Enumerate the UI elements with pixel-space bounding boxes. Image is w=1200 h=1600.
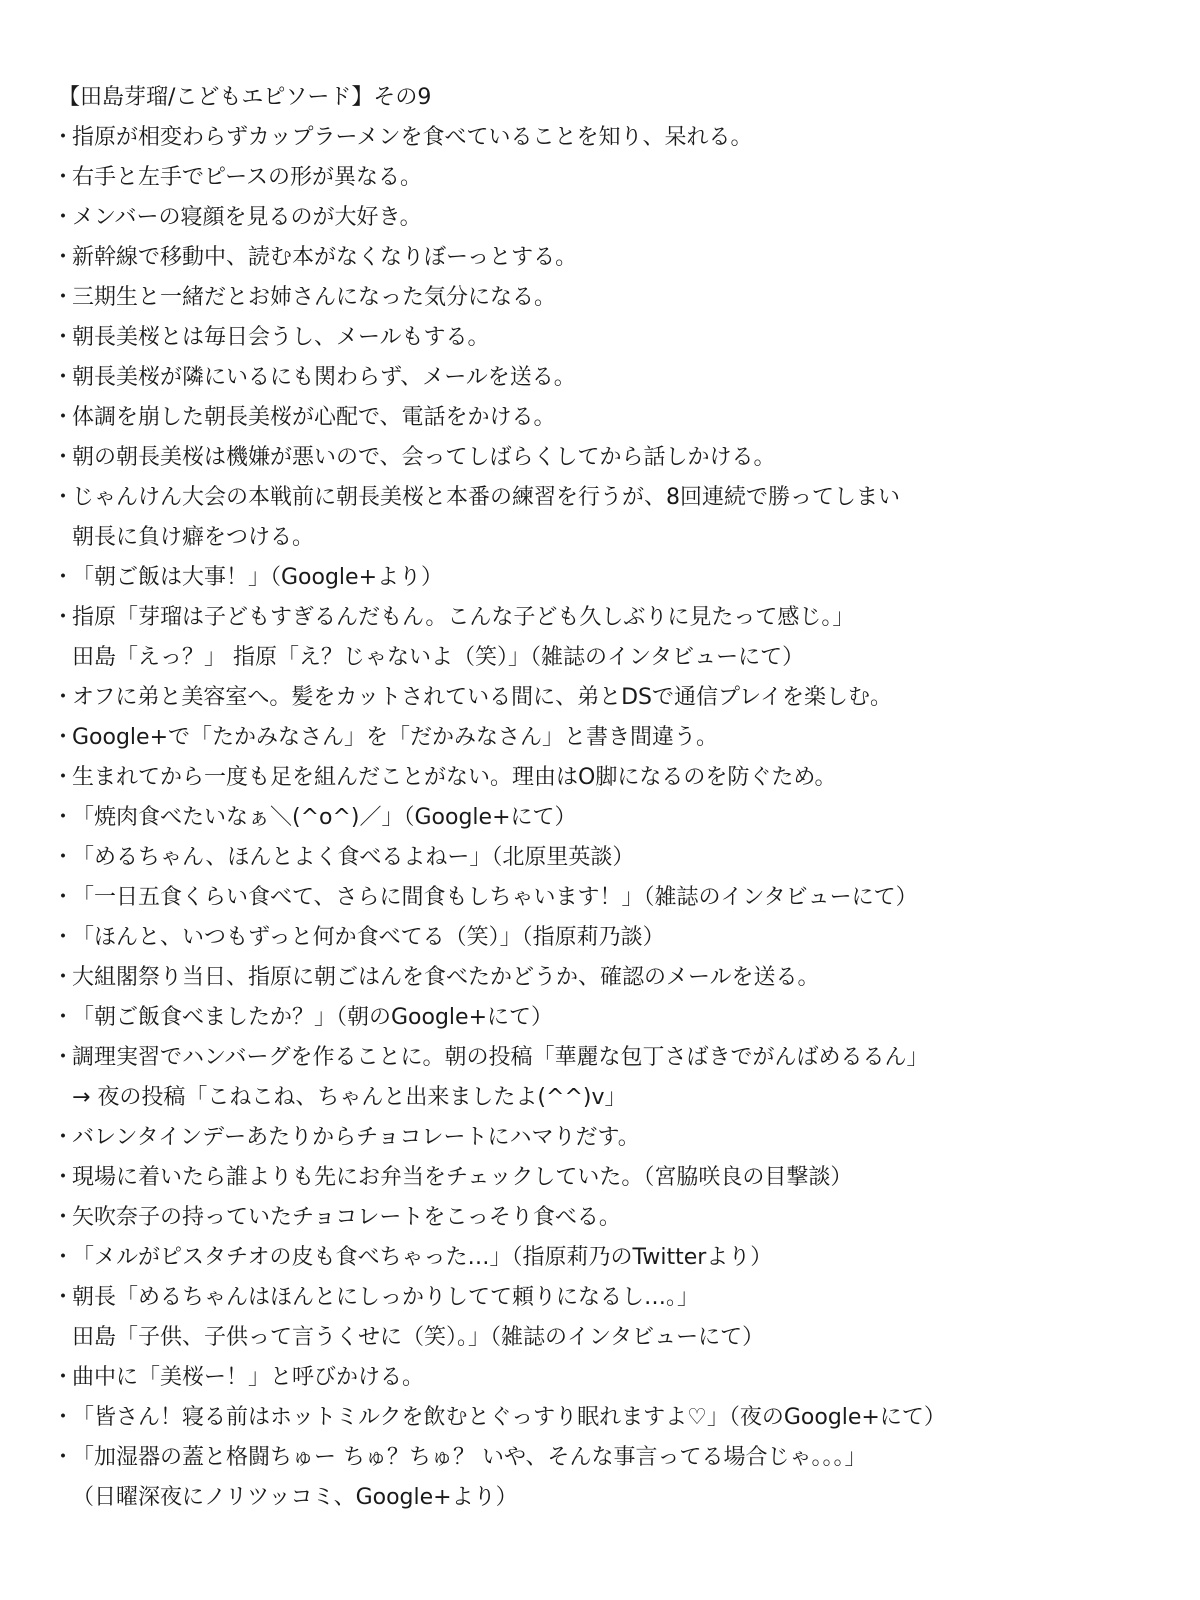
list-item-continuation: [52, 518, 1160, 558]
list-item-text: 矢吹奈子の持っていたチョコレートをこっそり食べる。: [72, 1205, 621, 1230]
list-item-text: 朝長美桜が隣にいるにも関わらず、メールを送る。: [72, 365, 576, 390]
list-item-text: 「焼肉食べたいなぁ＼(^o^)／」（Google+にて）: [72, 805, 577, 830]
bullet-mark: ・: [52, 245, 75, 270]
list-item-continuation: [52, 1078, 1160, 1118]
bullet-mark: ・: [52, 1005, 75, 1030]
list-item-text: 朝の朝長美桜は機嫌が悪いので、会ってしばらくしてから話しかける。: [72, 445, 776, 470]
list-item: [52, 758, 1160, 798]
list-item: [52, 1438, 1160, 1478]
list-item-text: 生まれてから一度も足を組んだことがない。理由はO脚になるのを防ぐため。: [72, 765, 837, 790]
list-item-text: バレンタインデーあたりからチョコレートにハマりだす。: [72, 1125, 640, 1150]
document-title: 【田島芽瑠/こどもエピソード】その9: [58, 85, 432, 110]
list-item-text: 三期生と一緒だとお姉さんになった気分になる。: [72, 285, 557, 310]
list-item-text: 「皆さん！寝る前はホットミルクを飲むとぐっすり眠れますよ♡」（夜のGoogle+にて）: [72, 1405, 946, 1430]
bullet-mark: ・: [52, 325, 75, 350]
list-item: [52, 1118, 1160, 1158]
bullet-mark: ・: [52, 1285, 75, 1310]
bullet-mark: ・: [52, 1445, 75, 1470]
episode-list: [52, 118, 1160, 1518]
list-item-text: 右手と左手でピースの形が異なる。: [72, 165, 423, 190]
list-item: [52, 1238, 1160, 1278]
list-item-text: 曲中に「美桜ー！」と呼びかける。: [72, 1365, 425, 1390]
bullet-mark: ・: [52, 845, 75, 870]
list-item: [52, 438, 1160, 478]
list-item-text: 「朝ご飯食べましたか？」（朝のGoogle+にて）: [72, 1005, 554, 1030]
list-item-text: 田島「えっ？」 指原「え？じゃないよ（笑）」（雑誌のインタビューにて）: [72, 645, 805, 670]
bullet-mark: ・: [52, 605, 75, 630]
bullet-mark: ・: [52, 685, 75, 710]
bullet-mark: ・: [52, 1205, 75, 1230]
bullet-mark: ・: [52, 485, 75, 510]
list-item: [52, 318, 1160, 358]
list-item-text: 「メルがピスタチオの皮も食べちゃった…」（指原莉乃のTwitterより）: [72, 1245, 773, 1270]
list-item-text: 調理実習でハンバーグを作ることに。朝の投稿「華麗な包丁さばきでがんばめるるん」: [72, 1045, 929, 1070]
bullet-mark: ・: [52, 885, 75, 910]
list-item-text: 新幹線で移動中、読む本がなくなりぼーっとする。: [72, 245, 578, 270]
list-item: [52, 198, 1160, 238]
list-item: [52, 958, 1160, 998]
list-item: [52, 1038, 1160, 1078]
list-item: [52, 1398, 1160, 1438]
list-item-text: 「朝ご飯は大事！」（Google+より）: [72, 565, 444, 590]
list-item-text: メンバーの寝顔を見るのが大好き。: [72, 205, 422, 230]
list-item: [52, 1358, 1160, 1398]
list-item: [52, 158, 1160, 198]
bullet-mark: ・: [52, 1165, 75, 1190]
bullet-mark: ・: [52, 565, 75, 590]
list-item-text: 指原「芽瑠は子どもすぎるんだもん。こんな子ども久しぶりに見たって感じ。」: [72, 605, 855, 630]
list-item: [52, 278, 1160, 318]
list-item: [52, 398, 1160, 438]
bullet-mark: ・: [52, 1125, 75, 1150]
list-item: [52, 558, 1160, 598]
bullet-mark: ・: [52, 1365, 75, 1390]
list-item-text: Google+で「たかみなさん」を「だかみなさん」と書き間違う。: [72, 725, 719, 750]
list-item-text: 「めるちゃん、ほんとよく食べるよねー」（北原里英談）: [72, 845, 635, 870]
bullet-mark: ・: [52, 925, 75, 950]
list-item-text: 朝長美桜とは毎日会うし、メールもする。: [72, 325, 490, 350]
list-item-text: 「ほんと、いつもずっと何か食べてる（笑）」（指原莉乃談）: [72, 925, 665, 950]
list-item: [52, 358, 1160, 398]
list-item-text: 大組閣祭り当日、指原に朝ごはんを食べたかどうか、確認のメールを送る。: [72, 965, 820, 990]
list-item-continuation: [52, 1318, 1160, 1358]
list-item: [52, 238, 1160, 278]
list-item-continuation: [52, 1478, 1160, 1518]
list-item-text: オフに弟と美容室へ。髪をカットされている間に、弟とDSで通信プレイを楽しむ。: [72, 685, 893, 710]
bullet-mark: ・: [52, 165, 75, 190]
bullet-mark: ・: [52, 805, 75, 830]
bullet-mark: ・: [52, 285, 75, 310]
list-item-text: じゃんけん大会の本戦前に朝長美桜と本番の練習を行うが、8回連続で勝ってしまい: [72, 485, 900, 510]
list-item: [52, 838, 1160, 878]
list-item-text: 「加湿器の蓋と格闘ちゅー ちゅ？ちゅ？ いや、そんな事言ってる場合じゃ。。。」: [72, 1445, 867, 1470]
list-item: [52, 998, 1160, 1038]
list-item: [52, 878, 1160, 918]
bullet-mark: ・: [52, 365, 75, 390]
list-item: [52, 918, 1160, 958]
list-item: [52, 798, 1160, 838]
list-item: [52, 1158, 1160, 1198]
list-item-text: 朝長「めるちゃんはほんとにしっかりしてて頼りになるし…。」: [72, 1285, 700, 1310]
list-item: [52, 1278, 1160, 1318]
list-item-text: → 夜の投稿「こねこね、ちゃんと出来ましたよ(^^)v」: [72, 1085, 627, 1110]
bullet-mark: ・: [52, 965, 75, 990]
list-item-continuation: [52, 638, 1160, 678]
list-item-text: 朝長に負け癖をつける。: [72, 525, 315, 550]
list-item-text: 現場に着いたら誰よりも先にお弁当をチェックしていた。（宮脇咲良の目撃談）: [72, 1165, 853, 1190]
list-item-text: （日曜深夜にノリツッコミ、Google+より）: [72, 1485, 518, 1510]
list-item-text: 指原が相変わらずカップラーメンを食べていることを知り、呆れる。: [72, 125, 753, 150]
list-item: [52, 478, 1160, 518]
list-item-text: 田島「子供、子供って言うくせに（笑）。」（雑誌のインタビューにて）: [72, 1325, 765, 1350]
list-item-text: 体調を崩した朝長美桜が心配で、電話をかける。: [72, 405, 556, 430]
bullet-mark: ・: [52, 125, 75, 150]
list-item: [52, 118, 1160, 158]
list-item-text: 「一日五食くらい食べて、さらに間食もしちゃいます！」（雑誌のインタビューにて）: [72, 885, 918, 910]
bullet-mark: ・: [52, 405, 75, 430]
list-item: [52, 1198, 1160, 1238]
bullet-mark: ・: [52, 445, 75, 470]
list-item: [52, 598, 1160, 638]
bullet-mark: ・: [52, 725, 75, 750]
bullet-mark: ・: [52, 205, 75, 230]
bullet-mark: ・: [52, 765, 75, 790]
list-item: [52, 718, 1160, 758]
list-item: [52, 678, 1160, 718]
bullet-mark: ・: [52, 1245, 75, 1270]
bullet-mark: ・: [52, 1405, 75, 1430]
bullet-mark: ・: [52, 1045, 75, 1070]
